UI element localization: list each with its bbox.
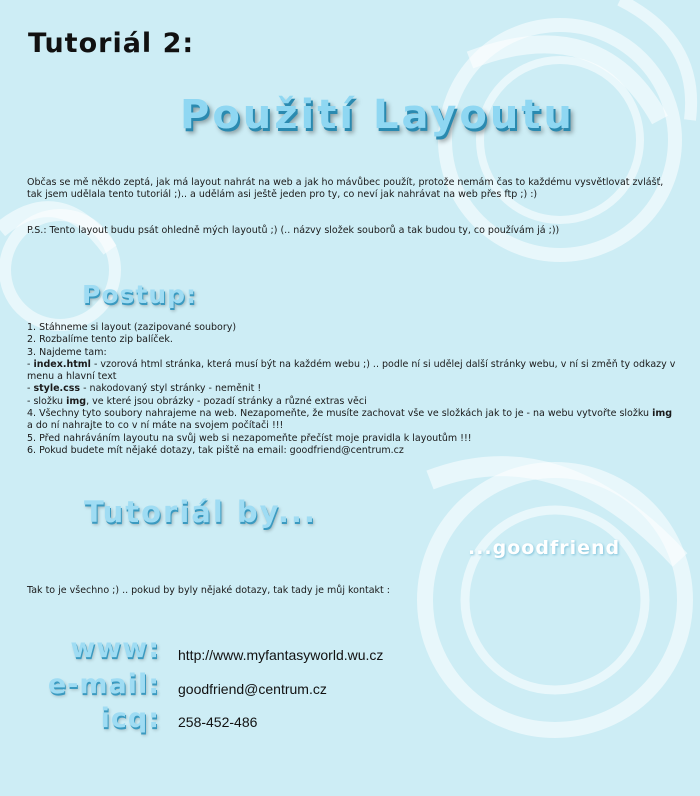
step-item: 3. Najdeme tam: (27, 346, 107, 358)
author-signature: ...goodfriend (468, 537, 621, 559)
step-item: 1. Stáhneme si layout (zazipované soubory) (27, 322, 237, 333)
contact-intro: Tak to je všechno ;) .. pokud by byly nějaké dotazy, tak tady je můj kontakt : (27, 585, 390, 596)
postup-heading: Postup: (82, 280, 198, 309)
tutorial-by-heading: Tutoriál by... (84, 495, 317, 529)
www-label: www: (70, 633, 160, 664)
tutorial-number-heading: Tutoriál 2: (28, 28, 195, 59)
icq-label: icq: (100, 703, 160, 734)
step-item: - index.html - vzorová html stránka, která musí být na každém webu ;) .. podle ní si udělej další stránky webu, v ní si změň ty odkazy v menu a hlavní text (27, 358, 679, 383)
email-link[interactable]: goodfriend@centrum.cz (178, 681, 327, 697)
icq-number: 258-452-486 (178, 714, 258, 730)
page-title: Použití Layoutu (180, 92, 575, 138)
steps-list (27, 322, 677, 457)
step-item: - style.css - nakodovaný styl stránky - neměnit ! (27, 383, 262, 395)
step-item: - složku img, ve které jsou obrázky - pozadí stránky a různé extras věci (27, 395, 367, 407)
step-item: 6. Pokud budete mít nějaké dotazy, tak piště na email: goodfriend@centrum.cz (27, 444, 404, 456)
step-item: 5. Před nahráváním layoutu na svůj web si nezapomeňte přečíst moje pravidla k layoutům !!! (27, 432, 472, 444)
www-link[interactable]: http://www.myfantasyworld.wu.cz (178, 647, 384, 663)
step-item: 2. Rozbalíme tento zip balíček. (27, 334, 173, 346)
email-label: e-mail: (47, 669, 160, 700)
step-item: 4. Všechny tyto soubory nahrajeme na web. Nezapomeňte, že musíte zachovat vše ve složkách jak to je - na webu vytvořte složku img a do ní nahrajte to co v ní máte na svojem počítači !!! (27, 408, 676, 432)
ps-note: P.S.: Tento layout budu psát ohledně mých layoutů ;) (.. názvy složek souborů a tak budou ty, co používám já ;)) (27, 225, 560, 236)
intro-paragraph: Občas se mě někdo zeptá, jak má layout nahrát na web a jak ho mávůbec použít, protože nemám čas to každému vysvětlovat zvlášť, tak jsem udělala tento tutoriál ;).. a udělám asi ještě jeden pro ty, co neví jak nahrávat na web přes ftp ;) :) (27, 177, 664, 201)
